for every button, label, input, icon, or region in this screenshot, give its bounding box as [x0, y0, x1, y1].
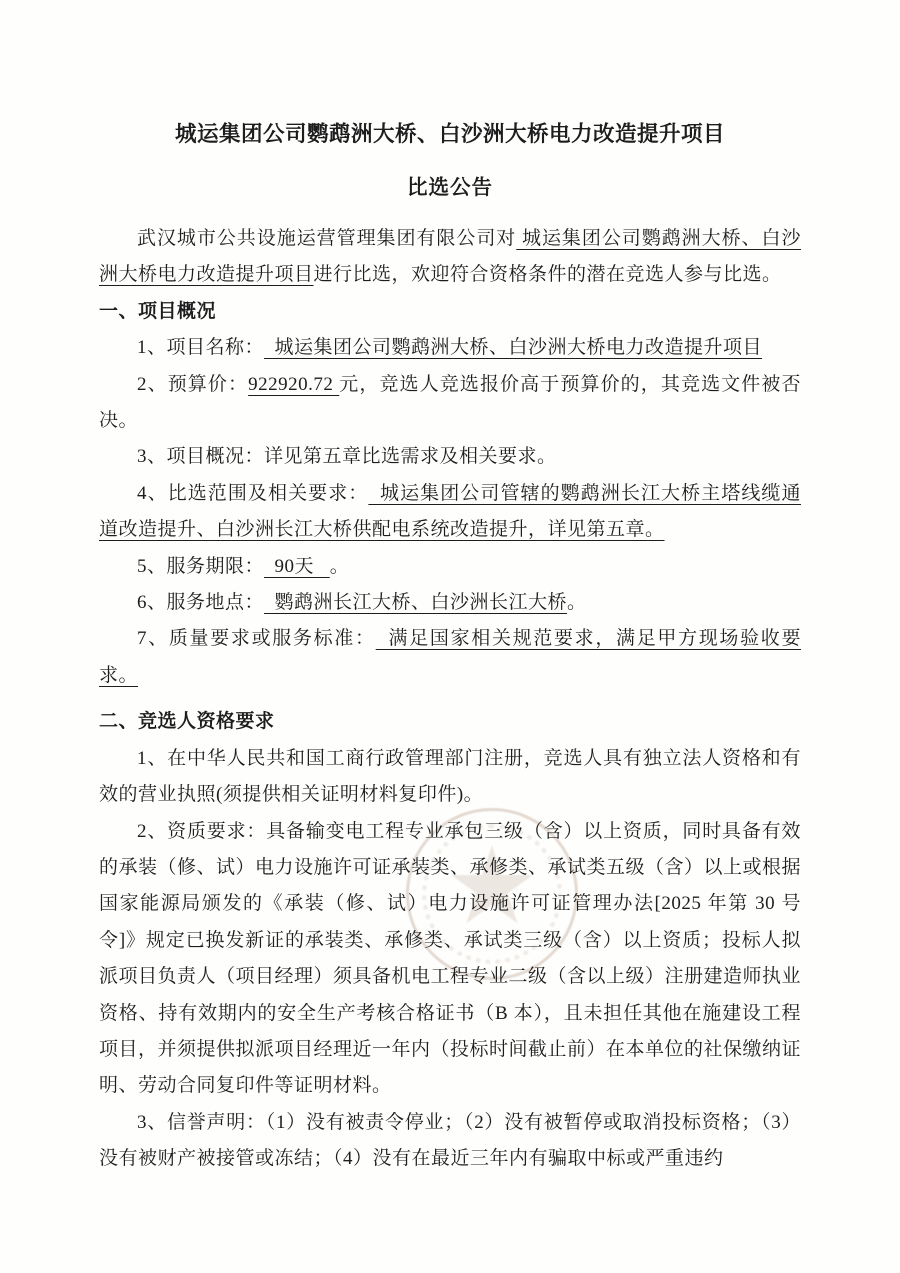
text-run: 1、项目名称： [137, 337, 265, 359]
section-heading: 一、项目概况 [99, 300, 217, 322]
paragraph [99, 367, 801, 440]
text-run: 7、质量要求或服务标准： [137, 628, 376, 650]
paragraph [99, 476, 801, 549]
paragraph [99, 585, 801, 621]
text-run: 3、信誉声明：（1）没有被责令停业；（2）没有被暂停或取消投标资格；（3）没有被财产被接管或冻结；（4）没有在最近三年内有骗取中标或严重违约 [99, 1111, 801, 1170]
paragraph [99, 1105, 801, 1178]
underlined-fill-in-text: 满足国家相关规范要求，满足甲方现场验收要求。 [99, 628, 801, 686]
paragraph [99, 330, 801, 366]
paragraph [99, 741, 801, 814]
paragraph [99, 221, 801, 294]
paragraph [99, 621, 801, 694]
paragraph [99, 549, 801, 585]
text-run: 4、比选范围及相关要求： [137, 482, 369, 504]
text-run: 6、服务地点： [137, 592, 265, 614]
text-run: 。 [329, 555, 350, 577]
seal-star-icon: ★ [447, 840, 537, 938]
text-run: 2、资质要求：具备输变电工程专业承包三级（含）以上资质，同时具备有效的承装（修、试）电力设施许可证承装类、承修类、承试类五级（含）以上或根据国家能源局颁发的《承装（修、试）电力设施许可证管理办法[2025 年第 30 号令]》规定已换发新证的承装类、承修类、承试类三级（含）以上资质；投标人拟派项目负责人（项目经理）须具备机电工程专业二级（含以上级）注册建造师执业资格、持有效期内的安全生产考核合格证书（B 本），且未担任其他在施建设工程项目，并须提供拟派项目经理近一年内（投标时间截止前）在本单位的社保缴纳证明、劳动合同复印件等证明材料。 [99, 820, 802, 1097]
text-run: 3、项目概况：详见第五章比选需求及相关要求。 [137, 446, 557, 468]
underlined-fill-in-text: 城运集团公司鹦鹉洲大桥、白沙洲大桥电力改造提升项目 [264, 337, 763, 359]
text-run: 5、服务期限： [137, 555, 265, 577]
paragraph [99, 439, 801, 475]
text-run: 2、预算价： [137, 373, 249, 395]
underlined-fill-in-text: 922920.72 [248, 373, 340, 395]
text-run: 。 [567, 592, 587, 614]
underlined-fill-in-text: 城运集团公司管辖的鹦鹉洲长江大桥主塔线缆通道改造提升、白沙洲长江大桥供配电系统改造提升，详见第五章。 [99, 482, 801, 541]
document-subtitle: 比选公告 [407, 177, 493, 199]
underlined-fill-in-text: 90天 [264, 555, 330, 577]
text-run: 进行比选，欢迎符合资格条件的潜在竞选人参与比选。 [313, 264, 782, 286]
document-title: 城运集团公司鹦鹉洲大桥、白沙洲大桥电力改造提升项目 [174, 122, 725, 146]
text-run: 元，竞选人竞选报价高于预算价的，其竞选文件被否决。 [99, 373, 801, 432]
text-run: 武汉城市公共设施运营管理集团有限公司对 [137, 228, 517, 249]
underlined-fill-in-text: 鹦鹉洲长江大桥、白沙洲长江大桥 [264, 592, 568, 614]
paragraph [99, 814, 801, 1105]
underlined-fill-in-text: 城运集团公司鹦鹉洲大桥、白沙洲大桥电力改造提升项目 [99, 228, 801, 286]
document-body [99, 221, 801, 1178]
text-run: 1、在中华人民共和国工商行政管理部门注册，竞选人具有独立法人资格和有效的营业执照(须提供相关证明材料复印件)。 [99, 747, 801, 806]
section-heading: 二、竞选人资格要求 [99, 711, 275, 733]
